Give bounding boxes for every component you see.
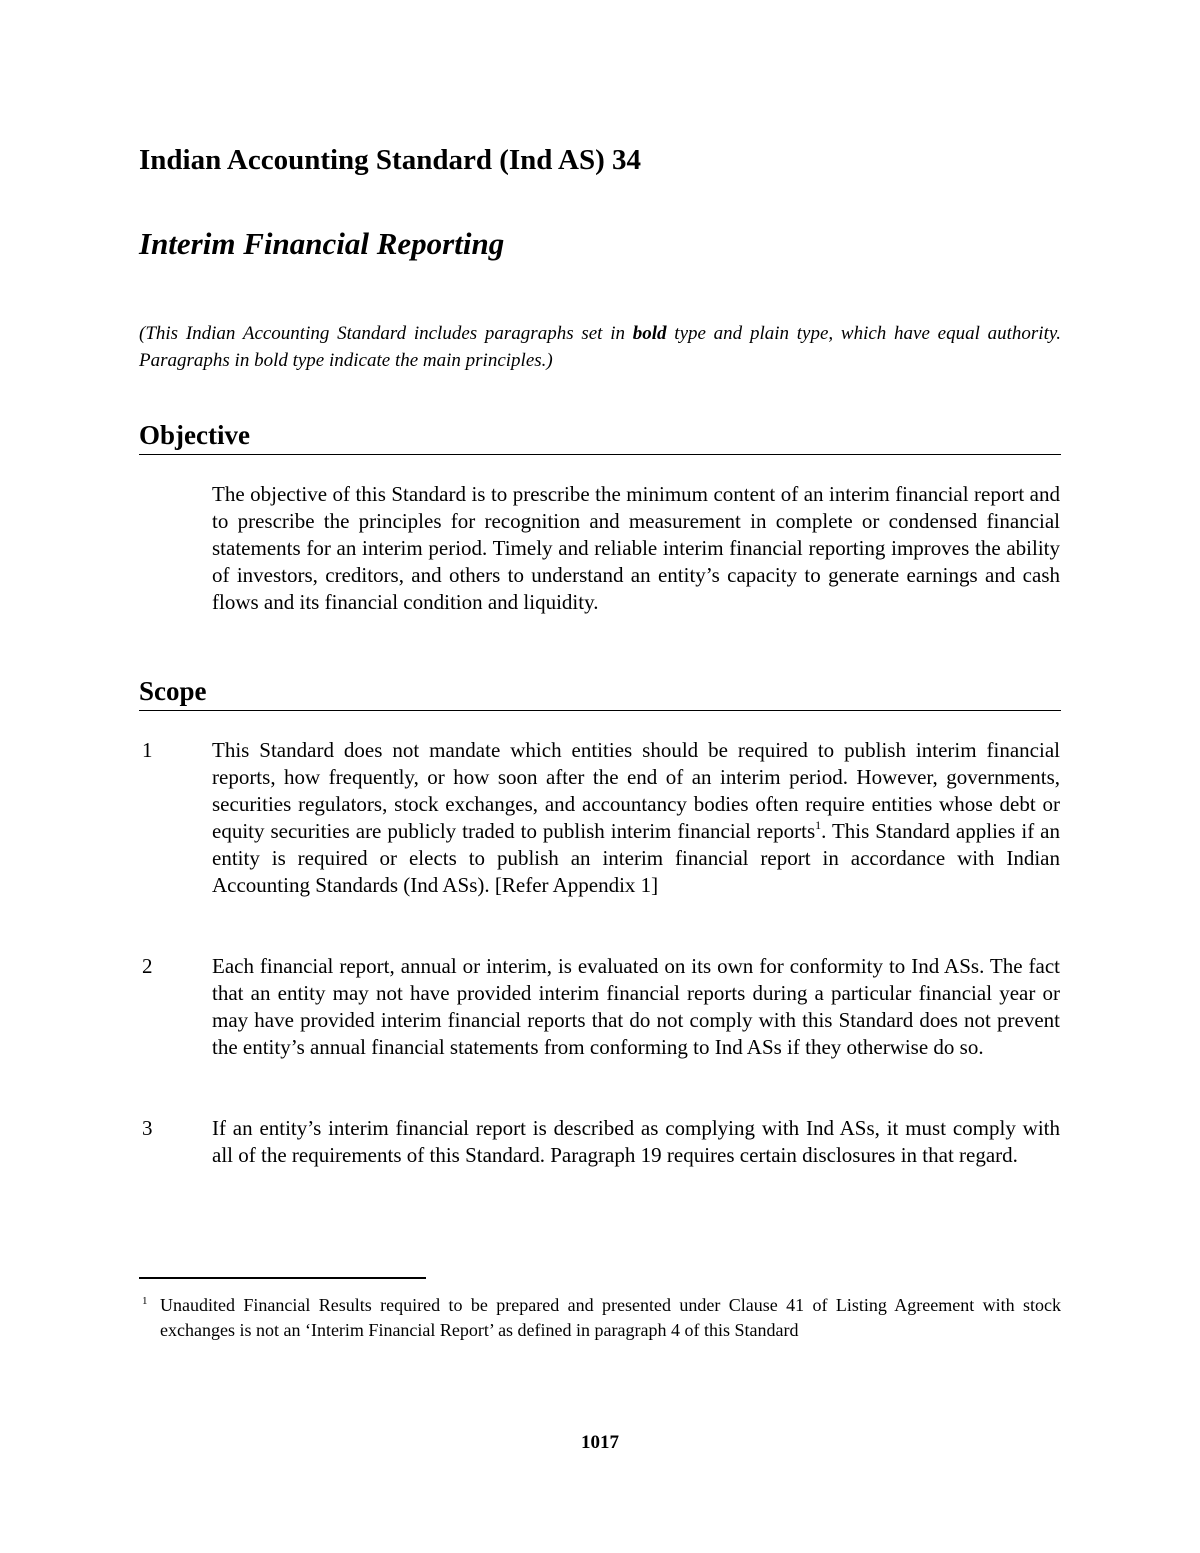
intro-note (139, 320, 1061, 374)
footnote-marker: 1 (142, 1295, 148, 1307)
paragraph-number-2: 2 (142, 954, 153, 978)
paragraph-number-3: 3 (142, 1116, 153, 1140)
intro-note-text-before: (This Indian Accounting Standard includes paragraphs set in (139, 323, 633, 344)
footnote-separator (139, 1277, 426, 1279)
paragraph-1-text-after: . This Standard applies if an entity is required or elects to publish an interim financial report in accordance with Indian Accounting Standards (Ind ASs). [Refer Appendix 1] (212, 819, 1060, 897)
paragraph-number-1: 1 (142, 738, 153, 762)
scope-paragraph-2: Each financial report, annual or interim, is evaluated on its own for conformity to Ind ASs. The fact that an entity may not have provided interim financial reports during a particular financial year or may have provided interim financial reports that do not comply with this Standard does not prevent the entity’s annual financial statements from conforming to Ind ASs if they otherwise do so. (212, 954, 1060, 1059)
footnote (139, 1293, 1061, 1343)
scope-paragraph-3: If an entity’s interim financial report is described as complying with Ind ASs, it must comply with all of the requirements of this Standard. Paragraph 19 requires certain disclosures in that regard. (212, 1116, 1060, 1167)
objective-paragraph: The objective of this Standard is to prescribe the minimum content of an interim financial report and to prescribe the principles for recognition and measurement in complete or condensed financial statements for an interim period. Timely and reliable interim financial reporting improves the ability of investors, creditors, and others to understand an entity’s capacity to generate earnings and cash flows and its financial condition and liquidity. (212, 482, 1060, 614)
footnote-reference[interactable]: 1 (815, 818, 822, 832)
scope-paragraph-1 (212, 737, 1060, 899)
footnote-text: Unaudited Financial Results required to be prepared and presented under Clause 41 of Listing Agreement with stock exchanges is not an ‘Interim Financial Report’ as defined in paragraph 4 of this Standard (160, 1295, 1061, 1340)
paragraph-1-text-before: This Standard does not mandate which entities should be required to publish interim financial reports, how frequently, or how soon after the end of an interim period. However, governments, securities regulators, stock exchanges, and accountancy bodies often require entities whose debt or equity securities are publicly traded to publish interim financial reports (212, 738, 1060, 843)
objective-heading: Objective (139, 418, 1061, 455)
page-number: 1017 (581, 1432, 619, 1453)
scope-heading: Scope (139, 674, 1061, 711)
intro-note-bold-word: bold (632, 323, 667, 344)
intro-note-text-after: type and plain type, which have equal authority. Paragraphs in bold type indicate the main principles.) (139, 323, 1061, 371)
standard-subtitle: Interim Financial Reporting (139, 226, 505, 261)
standard-title: Indian Accounting Standard (Ind AS) 34 (139, 144, 642, 176)
